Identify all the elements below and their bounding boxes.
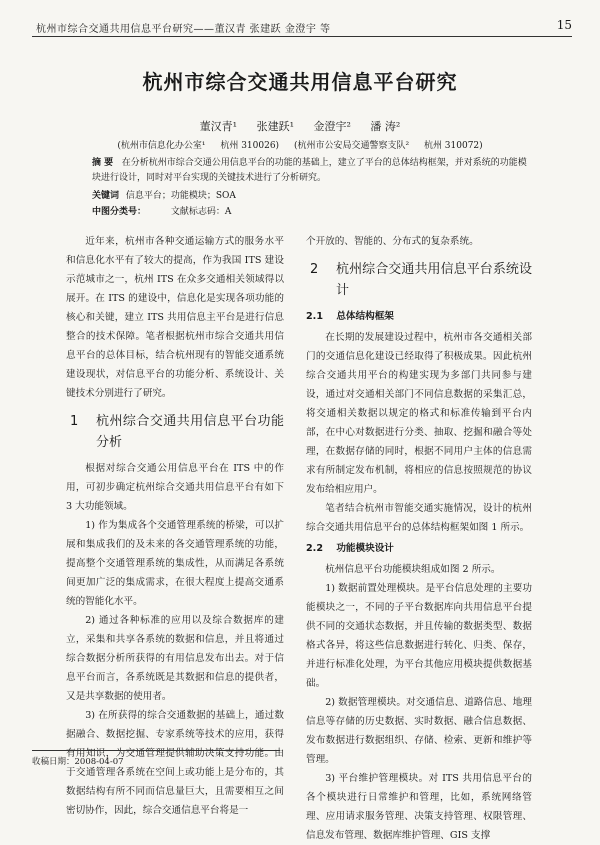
section-title: 杭州综合交通共用信息平台功能分析: [96, 414, 284, 450]
right-column: [306, 232, 532, 845]
abstract-text: 在分析杭州市综合交通公用信息平台的功能的基础上，建立了平台的总体结构框架，并对系统的功能模块进行设计，同时对平台实现的关键技术进行了分析研究。: [92, 158, 527, 183]
keywords-label: 关键词: [92, 191, 120, 201]
author-list: [0, 118, 600, 134]
body-paragraph: 2) 数据管理模块。对交通信息、道路信息、地理信息等存储的历史数据、实时数据、融合信息数据、发布数据进行数据组织、存储、检索、更新和维护等管理。: [306, 697, 532, 765]
subsection-title: 功能模块设计: [336, 543, 394, 554]
affiliation: (杭州市公安局交通警察支队²: [293, 141, 410, 151]
keywords-text: 信息平台；功能模块；SOA: [125, 191, 236, 201]
classification-label: 中图分类号：: [92, 207, 147, 217]
section-number: 1: [70, 414, 79, 429]
subsection-heading: [306, 307, 532, 326]
received-date: 收稿日期：2008-04-07: [32, 750, 280, 767]
subsection-title: 总体结构框架: [336, 311, 394, 322]
body-paragraph: 在长期的发展建设过程中，杭州市各交通相关部门的交通信息化建设已经取得了积极成果。因此杭州综合交通共用平台的构建实现为多部门共同参与建设，通过对交通相关部门不同信息数据的采集汇总，将交通相关数据以规定的格式和标准传输到平台内部，在中心对数据进行分类、抽取、挖掘和融合等处理，在数据存储的同时，根据不同用户主体的信息需求有所制定发布机制，将相应的信息按照规范的协议发布给相应用户。: [306, 332, 532, 495]
classification: [92, 204, 231, 217]
affiliation: (杭州市信息化办公室¹: [117, 141, 206, 151]
author: 张建跃¹: [256, 120, 294, 133]
body-paragraph: 1) 作为集成各个交通管理系统的桥梁，可以扩展和集成我们的及未来的各交通管理系统的功能，提高整个交通管理系统的集成性，从而满足各系统间更加广泛的集成需求，在很大程度上提高交通系统的智能化水平。: [66, 520, 284, 607]
subsection-heading: [306, 539, 532, 558]
abstract-label: 摘 要: [92, 158, 114, 168]
document-code: 文献标志码：A: [170, 207, 232, 217]
affiliation: 杭州 310026): [220, 141, 280, 151]
paper-title: 杭州市综合交通共用信息平台研究: [142, 70, 458, 94]
affiliation: 杭州 310072): [423, 141, 483, 151]
body-paragraph: 根据对综合交通公用信息平台在 ITS 中的作用，可初步确定杭州综合交通共用信息平台有如下 3 大功能领域。: [66, 463, 284, 512]
left-column: [66, 232, 284, 820]
body-paragraph: 笔者结合杭州市智能交通实施情况，设计的杭州综合交通共用信息平台的总体结构框架如图 1 所示。: [306, 503, 532, 533]
body-paragraph: 1) 数据前置处理模块。是平台信息处理的主要功能模块之一，不同的子平台数据库向共用信息平台提供不同的交通状态数据，并且传输的数据类型、数据格式各异，将这些信息数据进行转化、归类、保存，并进行标准化处理，为平台其他应用模块提供数据基础。: [306, 583, 532, 689]
affiliations: [0, 138, 600, 151]
body-paragraph: 2) 通过各种标准的应用以及综合数据库的建立，采集和共享各系统的数据和信息，并且将通过综合数据分析所获得的有用信息发布出去。对于信息平台而言，各系统既是其数据和信息的提供者，又是共享数据的使用者。: [66, 615, 284, 702]
keywords: [92, 188, 236, 201]
section-heading: [66, 411, 284, 453]
intro-paragraph: 近年来，杭州市各种交通运输方式的服务水平和信息化水平有了较大的提高，作为我国 ITS 建设示范城市之一，杭州 ITS 在众多交通相关领域得以展开。在 ITS 的建设中，信息化是实现各项功能的核心和关键，建立 ITS 共用信息主平台是进行信息整合的技术保障。笔者根据杭州市综合交通共用信息平台的总体目标，结合杭州现有的智能交通系统建设现状，对信息平台的功能分析、系统设计、关键技术分别进行了研究。: [66, 236, 284, 399]
section-title: 杭州综合交通共用信息平台系统设计: [336, 262, 532, 298]
section-number: 2: [310, 262, 319, 277]
continuation-text: 个开放的、智能的、分布式的复杂系统。: [306, 236, 479, 247]
author: 金澄宇²: [313, 120, 351, 133]
abstract: [92, 156, 532, 186]
author: 潘 涛²: [370, 120, 401, 133]
subsection-number: 2.2: [306, 543, 323, 554]
body-paragraph: 杭州信息平台功能模块组成如图 2 所示。: [325, 564, 501, 575]
body-paragraph: 3) 平台维护管理模块。对 ITS 共用信息平台的各个模块进行日常维护和管理，比如，系统网络管理、应用请求服务管理、决策支持管理、权限管理、信息发布管理、数据库维护管理、GIS 支撑: [306, 773, 532, 841]
body-paragraph: 3) 在所获得的综合交通数据的基础上，通过数据融合、数据挖掘、专家系统等技术的应用，获得有用知识，为交通管理提供辅助决策支持功能。由于交通管理各系统在空间上或功能上是分布的，其数据结构有所不同而信息量巨大，且需要相互之间密切协作，因此，综合交通信息平台将是一: [66, 710, 284, 816]
author: 董汉青¹: [199, 120, 238, 133]
running-header: [32, 18, 572, 37]
page-number: 15: [556, 18, 572, 32]
section-heading: [306, 259, 532, 301]
running-header-text: 杭州市综合交通共用信息平台研究——董汉青 张建跃 金澄宇 等: [36, 24, 331, 35]
subsection-number: 2.1: [306, 311, 323, 322]
